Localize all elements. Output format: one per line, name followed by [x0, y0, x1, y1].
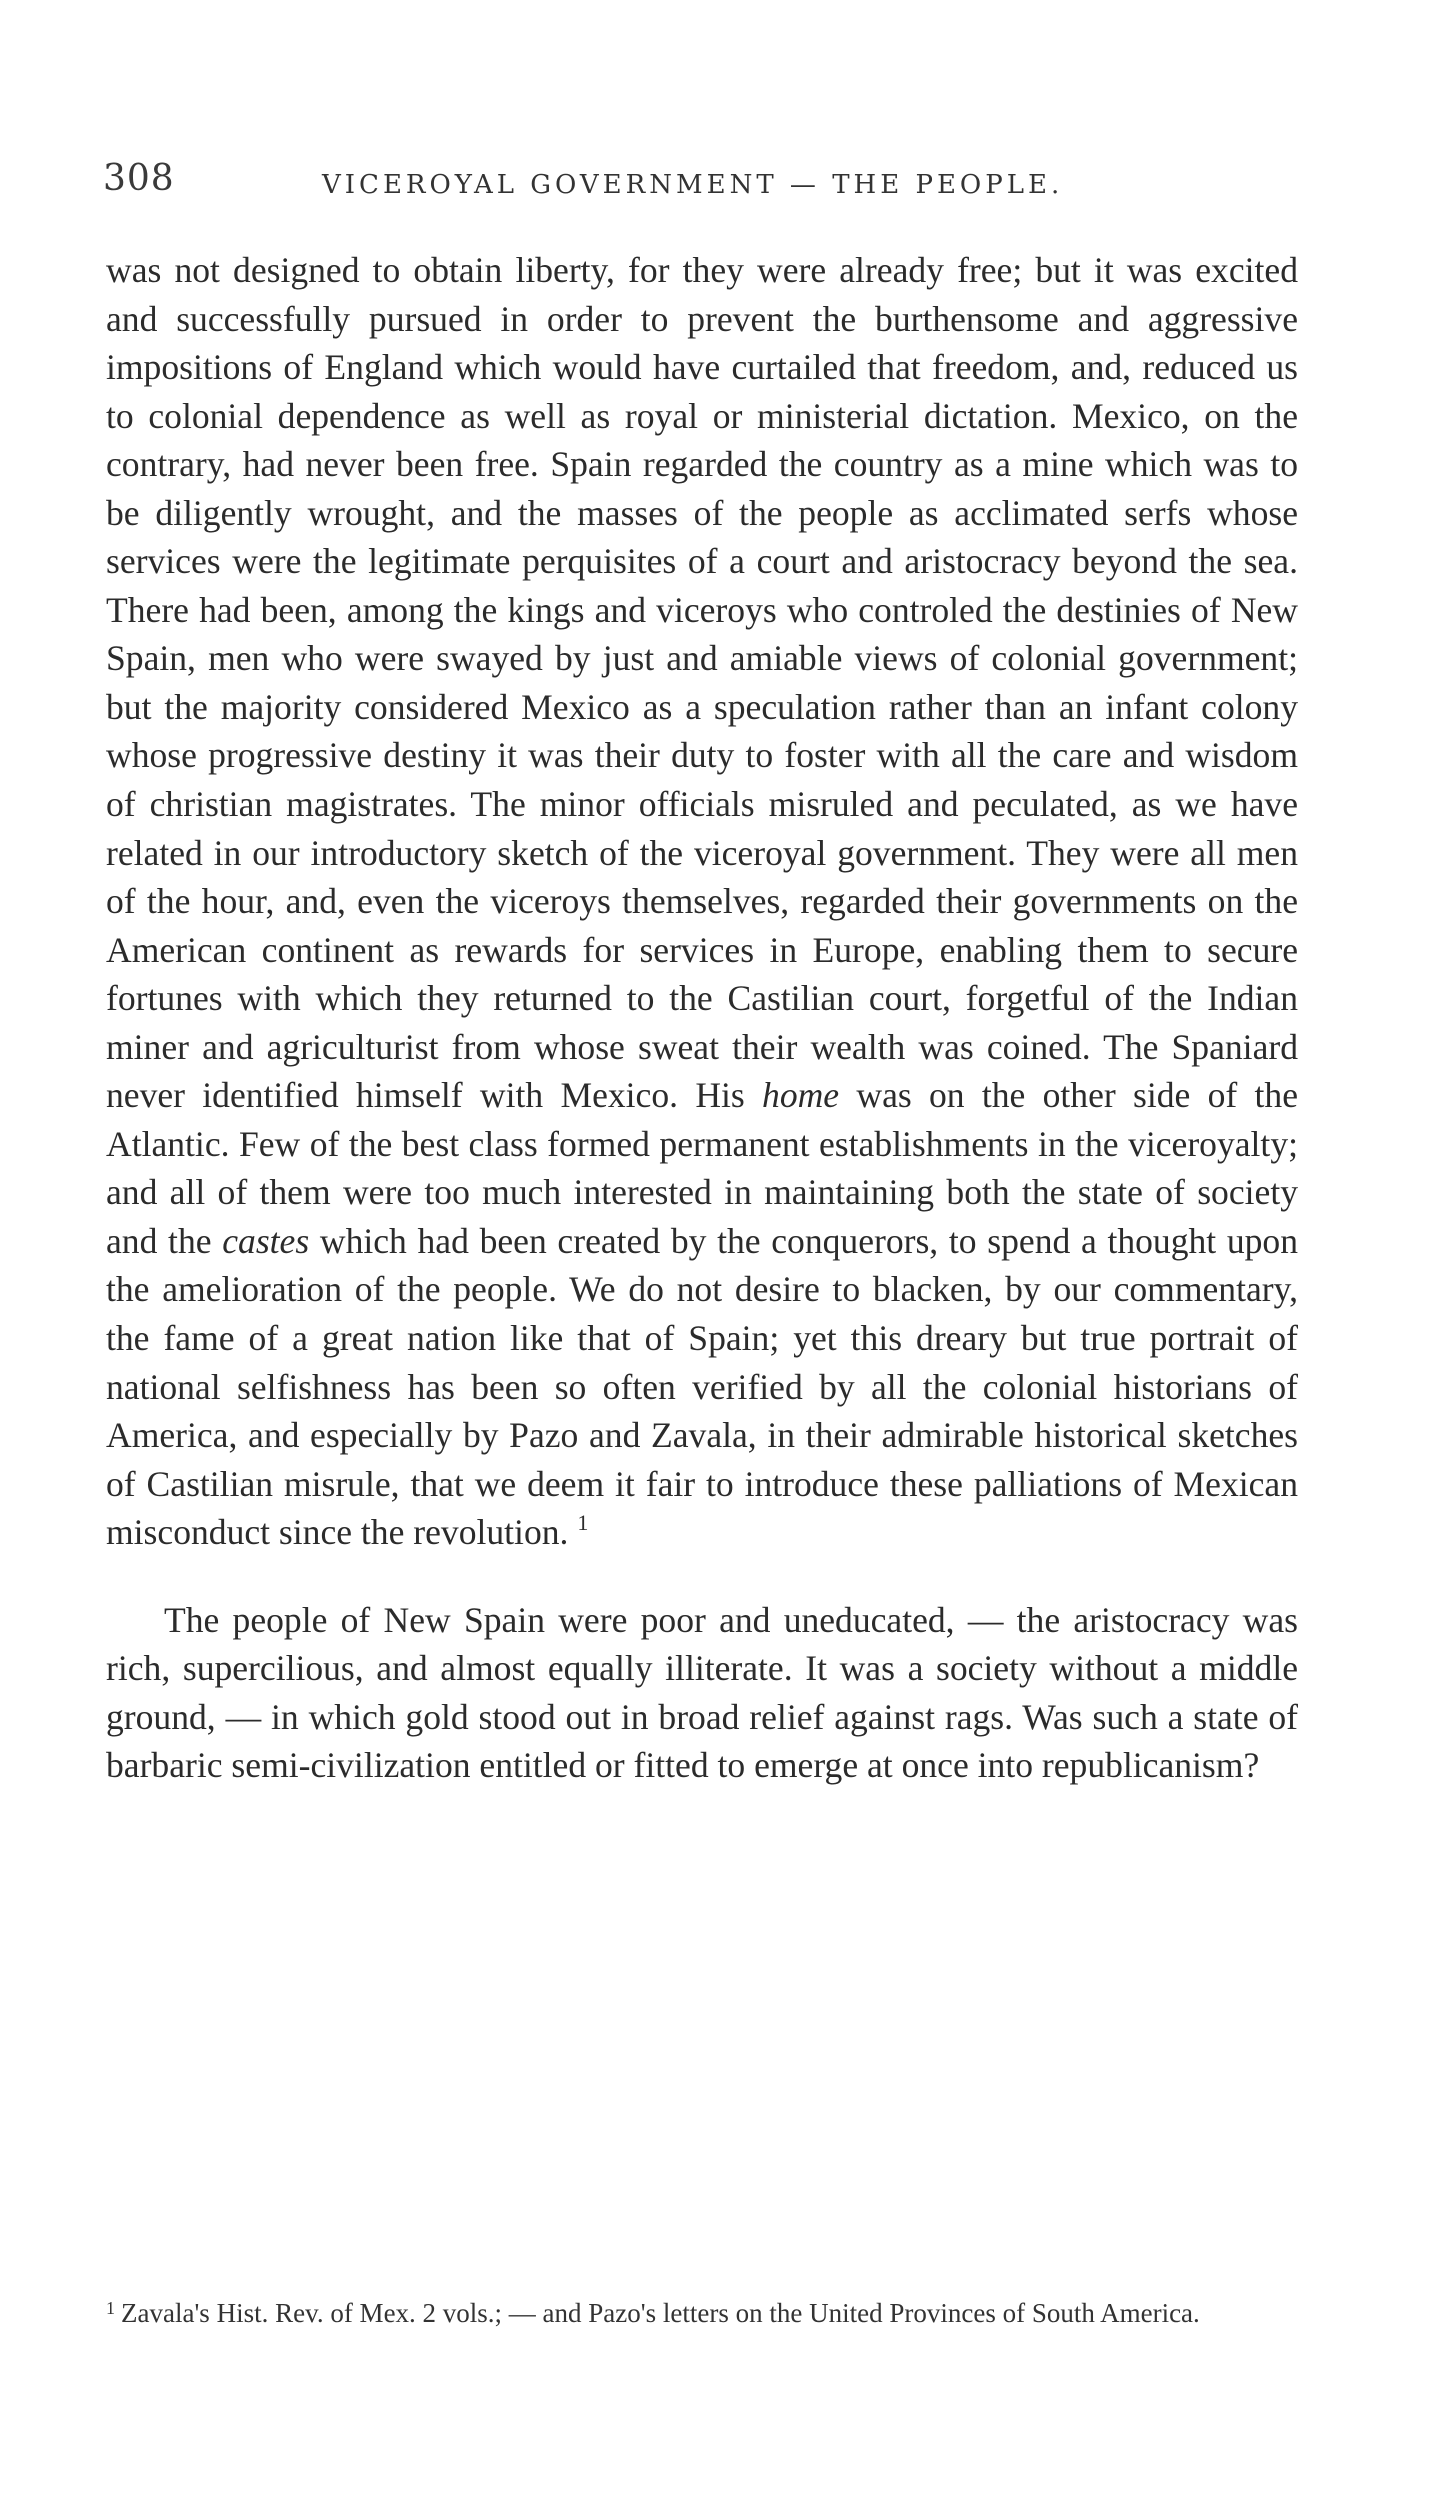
footnote-text: Zavala's Hist. Rev. of Mex. 2 vols.; — and Pazo's letters on the United Provinces of South America.: [121, 2298, 1200, 2328]
footnote: [106, 2295, 1298, 2331]
page-header: [103, 158, 1283, 208]
paragraph-2: The people of New Spain were poor and uneducated, — the aristocracy was rich, supercilious, and almost equally illiterate. It was a society without a middle ground, — in which gold stood out in broad relief against rags. Was such a state of barbaric semi-civilization entitled or fitted to emerge at once into republicanism?: [106, 1599, 1298, 1786]
footnote-reference: 1: [577, 1510, 589, 1536]
body-text: [106, 246, 1298, 1790]
emphasis-castes: castes: [222, 1220, 310, 1261]
paragraph-1: [106, 246, 1298, 1557]
paragraph-1-text-c: which had been created by the conquerors, to spend a thought upon the amelioration of the people. We do not desire to blacken, by our commentary, the fame of a great nation like that of Spain; yet this dreary but true portrait of national selfishness has been so often verified by all the colonial historians of America, and especially by Pazo and Zavala, in their admirable historical sketches of Castilian misrule, that we deem it fair to introduce these palliations of Mexican misconduct since the revolution.: [106, 1220, 1299, 1553]
running-head: VICEROYAL GOVERNMENT — THE PEOPLE.: [322, 170, 1064, 200]
paragraph-1-text-a: was not designed to obtain liberty, for they were already free; but it was excited and successfully pursued in order to prevent the burthensome and aggressive impositions of England which would have curtailed that freedom, and, reduced us to colonial dependence as well as royal or ministerial dictation. Mexico, on the contrary, had never been free. Spain regarded the country as a mine which was to be diligently wrought, and the masses of the people as acclimated serfs whose services were the legitimate perquisites of a court and aristocracy beyond the sea. There had been, among the kings and viceroys who controled the destinies of New Spain, men who were swayed by just and amiable views of colonial government; but the majority considered Mexico as a speculation rather than an infant colony whose progressive destiny it was their duty to foster with all the care and wisdom of christian magistrates. The minor officials misruled and peculated, as we have related in our introductory sketch of the viceroyal government. They were all men of the hour, and, even the viceroys themselves, regarded their governments on the American continent as rewards for services in Europe, enabling them to secure fortunes with which they returned to the Castilian court, forgetful of the Indian miner and agriculturist from whose sweat their wealth was coined. The Spaniard never identified himself with Mexico. His: [106, 250, 1298, 1116]
footnote-mark: 1: [106, 2298, 115, 2318]
paragraph-1-text-b: was on the other side of the Atlantic. Few of the best class formed permanent establishments in the viceroyalty; and all of them were too much interested in maintaining both the state of society and the: [106, 1075, 1298, 1261]
emphasis-home: home: [762, 1075, 840, 1116]
page-number: 308: [103, 158, 175, 199]
